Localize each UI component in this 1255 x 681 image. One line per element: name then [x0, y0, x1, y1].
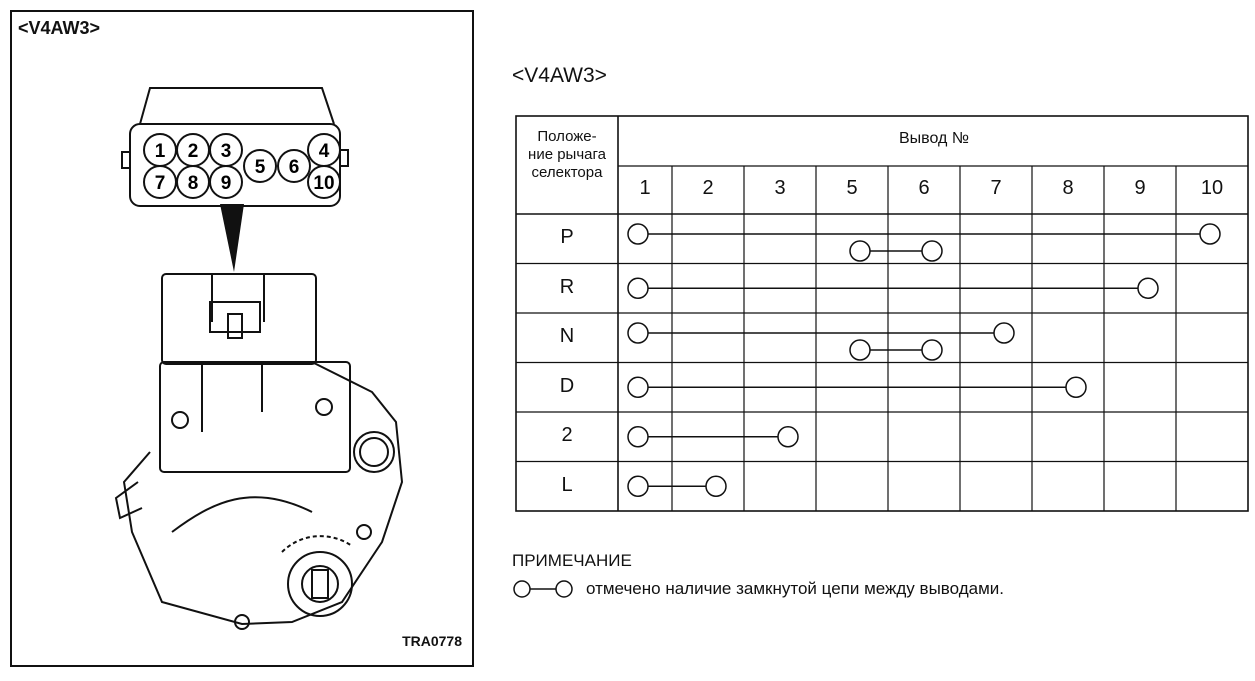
- connector-pin-label: 6: [288, 157, 300, 178]
- row-header-line: селектора: [531, 164, 603, 181]
- continuity-terminal-marker: [628, 377, 648, 397]
- continuity-terminal-marker: [994, 323, 1014, 343]
- col-group-header-terminal: Вывод №: [899, 130, 969, 147]
- continuity-terminal-marker: [778, 427, 798, 447]
- note-title: ПРИМЕЧАНИЕ: [512, 551, 632, 570]
- col-label-terminal-8: 8: [1062, 177, 1074, 199]
- row-label-P: P: [560, 226, 574, 248]
- row-header-line: Положе-: [537, 128, 597, 145]
- connector-pin-label: 9: [220, 173, 232, 194]
- table-title: <V4AW3>: [512, 64, 607, 87]
- col-label-terminal-3: 3: [774, 177, 786, 199]
- connector-pin-label: 8: [187, 173, 199, 194]
- connector-pin-label: 3: [220, 141, 232, 162]
- row-label-D: D: [559, 374, 575, 397]
- col-label-terminal-7: 7: [990, 177, 1002, 199]
- connector-pin-label: 2: [187, 141, 199, 162]
- panel-title: <V4AW3>: [18, 18, 101, 38]
- row-label-N: N: [559, 325, 575, 347]
- continuity-terminal-marker: [628, 427, 648, 447]
- col-label-terminal-9: 9: [1134, 177, 1146, 199]
- continuity-terminal-marker: [1200, 224, 1220, 244]
- connector-pin-label: 1: [154, 141, 166, 162]
- col-label-terminal-1: 1: [639, 177, 651, 199]
- continuity-terminal-marker: [706, 476, 726, 496]
- note-legend: [512, 578, 1212, 600]
- col-label-terminal-5: 5: [846, 177, 858, 199]
- row-label-R: R: [559, 275, 575, 298]
- continuity-terminal-marker: [628, 278, 648, 298]
- continuity-terminal-marker: [628, 476, 648, 496]
- continuity-terminal-marker: [628, 323, 648, 343]
- connector-pin-label: 10: [313, 173, 335, 194]
- connection-legend-icon: [512, 578, 576, 600]
- continuity-terminal-marker: [850, 340, 870, 360]
- connector-pin-label: 4: [318, 141, 330, 162]
- col-label-terminal-10: 10: [1200, 177, 1224, 199]
- row-label-2: 2: [561, 424, 573, 446]
- col-label-terminal-2: 2: [702, 177, 714, 199]
- continuity-terminal-marker: [922, 241, 942, 261]
- continuity-terminal-marker: [922, 340, 942, 360]
- row-header-line: ние рычага: [528, 146, 606, 163]
- note-text: отмечено наличие замкнутой цепи между выводами.: [586, 579, 1004, 598]
- continuity-terminal-marker: [1066, 377, 1086, 397]
- figure-code: TRA0778: [402, 633, 462, 649]
- continuity-terminal-marker: [628, 224, 648, 244]
- connector-pin-label: 5: [254, 157, 266, 178]
- row-header-selector-position: [517, 128, 617, 182]
- col-label-terminal-6: 6: [918, 177, 930, 199]
- connector-pin-label: 7: [154, 173, 166, 194]
- row-label-L: L: [561, 473, 573, 496]
- continuity-terminal-marker: [1138, 278, 1158, 298]
- continuity-terminal-marker: [850, 241, 870, 261]
